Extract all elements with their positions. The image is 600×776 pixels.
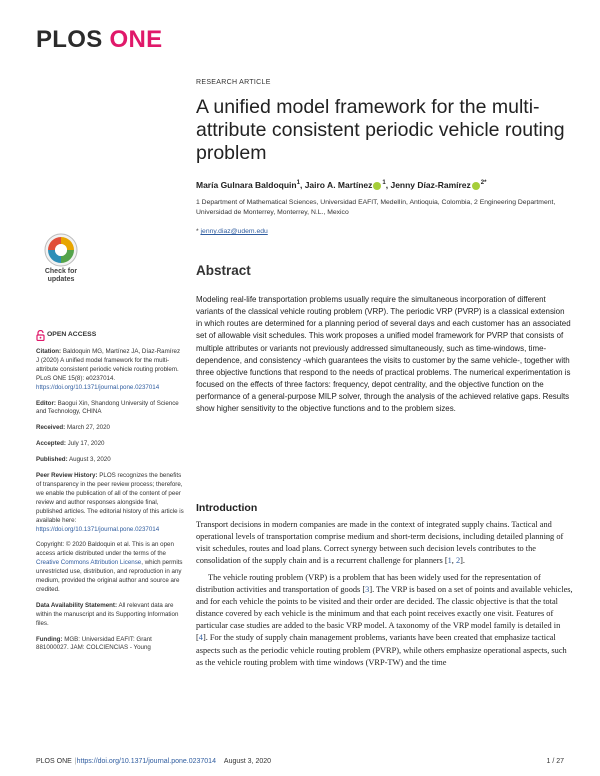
accepted-date: July 17, 2020 xyxy=(67,440,105,448)
paragraph xyxy=(196,572,574,669)
footer-doi-link[interactable]: https://doi.org/10.1371/journal.pone.0237014 xyxy=(76,758,216,765)
data-availability-label: Data Availability Statement: xyxy=(36,601,118,609)
affiliations: 1 Department of Mathematical Sciences, Universidad EAFIT, Medellín, Antioquia, Colombia, 2 Engineering Department, Universidad de Monterrey, Monterrey, N.L., Mexico xyxy=(196,199,556,216)
peer-review-text: PLOS recognizes the benefits of transparency in the peer review process; therefore, we enable the publication of all of the content of peer review and author responses alongside final, published articles. The editorial history of this article is available here: xyxy=(36,472,184,524)
received-block xyxy=(36,424,184,433)
paragraph-text: Transport decisions in modern companies are made in the context of integrated supply chains. Tactical and operational levels of transportation comprise medium and short-term decisions, including detailed planning of visit schedules, routes and load plans. Correct synergy between such decision levels contributes to the consolidation of the supply chain and is a recurrent challenge for planners [ xyxy=(196,520,564,566)
check-updates-line2: updates xyxy=(47,276,75,283)
introduction-body xyxy=(196,519,574,669)
corresponding-email-link[interactable]: jenny.diaz@udem.edu xyxy=(200,228,268,235)
footer-separator: | xyxy=(74,758,77,765)
footer-journal: PLOS ONE xyxy=(36,758,72,765)
peer-review-label: Peer Review History: xyxy=(36,472,98,480)
reference-link[interactable]: 2 xyxy=(455,556,461,566)
abstract-heading: Abstract xyxy=(196,263,251,278)
received-label: Received: xyxy=(36,424,66,432)
license-link[interactable]: Creative Commons Attribution License xyxy=(36,559,142,567)
corresponding-marker: * xyxy=(196,228,199,235)
reference-link[interactable]: 4 xyxy=(198,633,203,643)
funding-block xyxy=(36,636,184,654)
open-access-badge xyxy=(36,330,184,341)
orcid-icon[interactable] xyxy=(472,182,480,190)
article-sidebar xyxy=(36,330,184,660)
article-title: A unified model framework for the multi-attribute consistent periodic vehicle routing problem xyxy=(196,96,565,164)
author-list: María Gulnara Baldoquin$^1$, Jairo A. Martínez $^1$, Jenny Díaz-Ramírez $^{2*}$ xyxy=(196,180,487,190)
author-name[interactable]: María Gulnara Baldoquin xyxy=(196,180,297,190)
paragraph-text: ]. xyxy=(460,556,466,566)
author-affiliation-marker: 1 xyxy=(382,180,386,187)
paragraph xyxy=(196,519,574,568)
copyright-text: Copyright: © 2020 Baldoquin et al. This is an open access article distributed under the terms of the xyxy=(36,541,174,558)
open-access-label: OPEN ACCESS xyxy=(47,331,97,339)
editor-label: Editor: xyxy=(36,399,56,407)
peer-review-link[interactable]: https://doi.org/10.1371/journal.pone.0237014 xyxy=(36,525,160,533)
check-for-updates-badge[interactable] xyxy=(36,232,86,290)
published-block xyxy=(36,456,184,465)
corresponding-author xyxy=(196,228,268,235)
editor-text: Baogui Xin, Shandong University of Science and Technology, CHINA xyxy=(36,399,179,416)
peer-review-block xyxy=(36,472,184,534)
funding-text: MGB: Universidad EAFIT: Grant 881000027. JAM: COLCIENCIAS - Young xyxy=(36,635,152,652)
journal-logo[interactable] xyxy=(36,26,162,54)
accepted-block xyxy=(36,440,184,449)
data-availability-text: All relevant data are within the manuscript and its Supporting Information files. xyxy=(36,601,179,627)
paragraph-text: ]. For the study of supply chain management problems, variants have been created that emphasize tactical aspects such as the periodic vehicle routing problem (PVRP), while others emphasize operational aspects, such as the vehicle routing problem with time windows (VRP-TW) and the time xyxy=(196,633,567,667)
page-footer xyxy=(36,758,564,765)
page-number: 1 / 27 xyxy=(546,758,564,765)
citation-text: Baldoquin MG, Martínez JA, Díaz-Ramírez J (2020) A unified model framework for the multi-attribute consistent periodic vehicle routing problem. PLoS ONE 15(8): e0237014. xyxy=(36,348,181,382)
author-name[interactable]: Jairo A. Martínez xyxy=(304,180,373,190)
copyright-block xyxy=(36,541,184,594)
paragraph-text: , xyxy=(451,556,456,566)
citation-label: Citation: xyxy=(36,348,62,355)
editor-block xyxy=(36,400,184,418)
published-label: Published: xyxy=(36,456,68,464)
funding-label: Funding: xyxy=(36,635,63,643)
reference-link[interactable]: 1 xyxy=(447,556,452,566)
check-updates-icon xyxy=(43,232,79,268)
check-updates-line1: Check for xyxy=(44,268,78,275)
open-lock-icon xyxy=(36,330,45,341)
abstract-text: Modeling real-life transportation problems usually require the simultaneous incorporation of different variants of the classical vehicle routing problem (VRP). The periodic VRP (PVRP) is a classical extension in which routes are determined for a planning period of several days and each customer has an associated set of allowable visit schedules. This work proposes a unified model framework for PVRP that consists of multiple attributes or variants not previously addressed simultaneously, such as time-windows, time-dependence, and consistency -which guarantees the visits to customer by the same vehicle-, together with three objective functions that respond to the needs of practical problems. The numerical experimentation is focused on the effects of three factors: frequency, depot centrality, and the objective function on the performance of a general-purpose MILP solver, through the analysis of the achieved relative gaps. Results show higher sensitivity to the objective functions and to the problem sizes. xyxy=(196,295,571,414)
reference-link[interactable]: 3 xyxy=(365,584,370,594)
paragraph-text: The vehicle routing problem (VRP) is a problem that has been widely used for the representation of distribution activities and transportation of goods [ xyxy=(196,572,541,594)
received-date: March 27, 2020 xyxy=(66,424,110,432)
author-affiliation-marker: 1 xyxy=(296,180,300,187)
data-availability-block xyxy=(36,602,184,629)
orcid-icon[interactable] xyxy=(373,182,381,190)
introduction-heading: Introduction xyxy=(196,502,258,514)
citation-block xyxy=(36,348,184,393)
logo-plos: PLOS xyxy=(36,26,103,53)
footer-left xyxy=(36,758,271,765)
footer-date: August 3, 2020 xyxy=(223,758,272,765)
accepted-label: Accepted: xyxy=(36,440,66,448)
article-type: RESEARCH ARTICLE xyxy=(196,79,271,86)
author-affiliation-marker: 2* xyxy=(480,180,487,187)
author-name[interactable]: Jenny Díaz-Ramírez xyxy=(390,180,471,190)
copyright-text-end: , which permits unrestricted use, distribution, and reproduction in any medium, provided the original author and source are credited. xyxy=(36,559,183,593)
logo-one: ONE xyxy=(109,26,163,53)
citation-doi-link[interactable]: https://doi.org/10.1371/journal.pone.0237014 xyxy=(36,383,160,391)
paragraph-text: ]. The VRP is based on a set of points and available vehicles, and for each vehicle the points to be visited and their order are decided. The classic objective is that the total distance covered by each vehicle is the minimum and that each point receives exactly one visit. Features of particular case studies are added to the basic VRP model. A taxonomy of the VRP model family is detailed in [ xyxy=(196,584,573,643)
published-date: August 3, 2020 xyxy=(69,456,111,464)
